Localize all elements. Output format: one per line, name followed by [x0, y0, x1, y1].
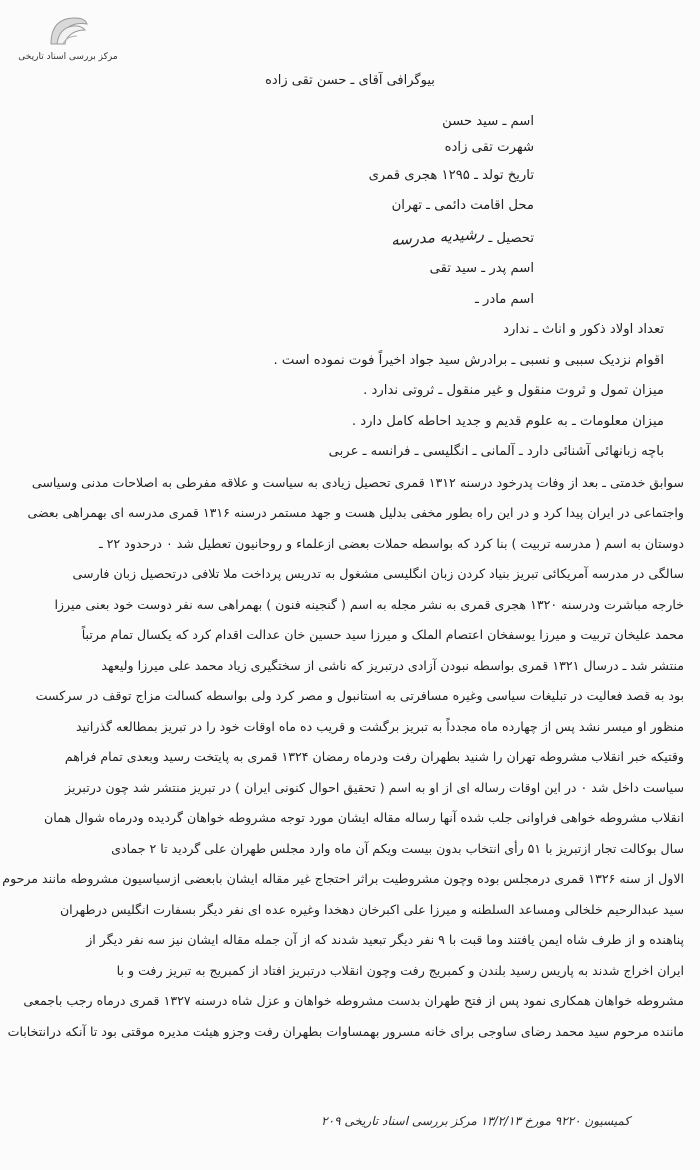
service-record-line: منتشر شد ـ درسال ۱۳۲۱ قمری بواسطه نبودن آزادی درتبریز که ناشی از سختگیری زیاد محمد علی میرزا ولیعهد	[101, 657, 684, 673]
field-name: اسم ـ سید حسن	[442, 113, 534, 129]
field-surname: شهرت تقی زاده	[444, 139, 534, 155]
archive-emblem-icon	[45, 14, 91, 50]
service-record-line: بود به قصد فعالیت در تبلیغات سیاسی وغیره مسافرتی به استانبول و مصر کرد ولی بواسطه کسالت مزاج توقف در سرکست	[35, 688, 684, 703]
service-record	[2, 468, 684, 1048]
service-record-line: پناهنده و از طرف شاه ایمن یافتند وما قبت با ۹ نفر دیگر تبعید شدند که از آن جمله مقاله ایشان نیز سه نفر دیگر از	[86, 932, 684, 947]
service-record-line: دوستان به اسم ( مدرسه تربیت ) بنا کرد که بواسطه حملات بعضی ازعلماء و روحانیون تعطیل شد ۰ درحدود ۲۲ ـ	[98, 535, 684, 551]
field-wealth: میزان تمول و ثروت منقول و غیر منقول ـ ثروتی ندارد .	[363, 383, 664, 398]
service-record-line: وقتیکه خبر انقلاب مشروطه تهران را شنید بطهران رفت ودرماه رمضان ۱۳۲۴ قمری به پایتخت رسید وبعدی تمام فراهم	[64, 749, 684, 764]
service-record-line: محمد علیخان تربیت و میرزا یوسفخان اعتصام الملک و میرزا سید حسین خان عدالت اقدام کرد که یکسال تمام مرتباً	[81, 627, 684, 642]
document-title: بیوگرافی آقای ـ حسن تقی زاده	[265, 73, 435, 88]
field-residence: محل اقامت دائمی ـ تهران	[391, 198, 534, 213]
education-handwritten-note: رشیدیه مدرسه	[390, 224, 485, 249]
service-record-line: ماننده مرحوم سید محمد رضای ساوجی برای خانه مسرور بهمساوات بطهران رفت وجزو هیئت مدیره موقتی بود تا آنکه درانتخابات	[7, 1023, 684, 1039]
service-record-line: واجتماعی در ایران پیدا کرد و در این راه بطور مخفی بدلیل هست و جهد مستمر درسنه ۱۳۱۶ قمری مدرسه ای بهمراهی بعضی	[27, 505, 684, 520]
service-record-line: سالگی در مدرسه آمریکائی تبریز بنیاد کردن زبان انگلیسی مشغول به تدریس پرداخت ملا تلافی درتحصیل زبان فارسی	[72, 566, 684, 581]
service-record-line: سید عبدالرحیم خلخالی ومساعد السلطنه و میرزا علی اکبرخان دهخدا وغیره عده ای نفر دیگر بسفارت انگلیس درطهران	[59, 901, 684, 917]
service-record-line: انقلاب مشروطه خواهی فراوانی جلب شده آنها رساله مقاله ایشان مورد توجه مشروطه خواهان گردیده ودرماه شوال همان	[44, 810, 684, 825]
archive-logo	[14, 14, 122, 72]
service-record-line: ایران اخراج شدند به پاریس رسید بلندن و کمبریج رفت وچون انقلاب درتبریز افتاد از کمبریج به تبریز رفت و با	[116, 962, 684, 978]
service-record-line: الاول از سنه ۱۳۲۶ قمری درمجلس بوده وچون مشروطیت براثر احتجاج غیر مقاله ایشان بابعضی ازسیاسیون مشروطه مانند مرحوم	[2, 871, 684, 886]
service-record-line: خارجه مباشرت ودرسنه ۱۳۲۰ هجری قمری به نشر مجله به اسم ( گنجینه فنون ) بهمراهی سه نفر دوست خود بعنی میرزا	[54, 596, 684, 612]
archive-logo-caption: مرکز بررسی اسناد تاریخی	[18, 52, 118, 62]
service-record-line: منظور او میسر نشد پس از چهارده ماه مجدداً به تبریز برگشت و قریب ده ماه اوقات خود را در تبریز بمطالعه گذرانید	[75, 718, 684, 734]
service-record-line: مشروطه خواهان همکاری نمود پس از فتح طهران بدست مشروطه خواهان و عزل شاه درسنه ۱۳۲۷ قمری درماه رجب باجمعی	[23, 993, 684, 1008]
field-languages: باچه زبانهائی آشنائی دارد ـ آلمانی ـ انگلیسی ـ فرانسه ـ عربی	[328, 444, 664, 459]
service-record-line: سال بوکالت تجار ازتبریز با ۵۱ رأی انتخاب بدون بیست ویکم آن ماه وارد مجلس طهران علی گردید تا ۲ جمادی	[111, 840, 684, 856]
document-footer-annotation: کمیسیون ۹۲۲۰ مورخ ۱۳/۲/۱۳ مرکز بررسی اسناد تاریخی ۲۰۹	[321, 1114, 630, 1128]
document-body	[2, 66, 684, 1047]
field-father-name: اسم پدر ـ سید تقی	[429, 261, 534, 276]
field-birth-date: تاریخ تولد ـ ۱۲۹۵ هجری قمری	[368, 167, 534, 183]
field-knowledge: میزان معلومات ـ به علوم قدیم و جدید احاطه کامل دارد .	[351, 413, 664, 429]
service-record-line: سوابق خدمتی ـ بعد از وفات پدرخود درسنه ۱۳۱۲ قمری تحصیل زیادی به سیاست و علاقه مفرطی به اصلاحات مدنی وسیاسی	[31, 474, 684, 490]
field-children: تعداد اولاد ذکور و اناث ـ ندارد	[503, 322, 664, 337]
field-education-label: تحصیل ـ	[488, 230, 534, 246]
field-education	[56, 222, 684, 255]
field-relatives: اقوام نزدیک سببی و نسبی ـ برادرش سید جواد اخیراً فوت نموده است .	[273, 352, 664, 368]
service-record-line: سیاست داخل شد ۰ در این اوقات رساله ای از او به اسم ( تحقیق احوال کنونی ایران ) در تبریز منتشر شد چون درتبریز	[65, 779, 684, 795]
field-mother-name: اسم مادر ـ	[474, 291, 534, 307]
